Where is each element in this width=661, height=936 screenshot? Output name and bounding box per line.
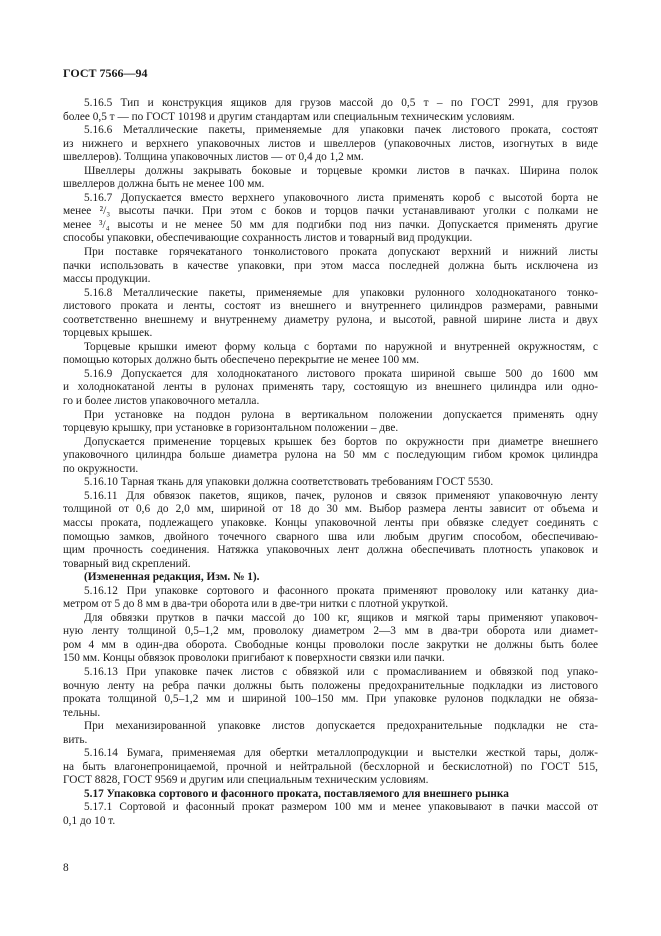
text-line: 0,1 до 10 т. xyxy=(63,814,116,827)
text-line: более 0,5 т — по ГОСТ 10198 и другим стандартам или специальным техническим условиям. xyxy=(63,110,515,123)
paragraph xyxy=(63,612,598,666)
text-line: вочную ленту на ребра пачки должны быть положены предохранительные подкладки из листового xyxy=(63,679,598,692)
text-line: Для обвязки прутков в пачки массой до 100 кг, ящиков и мягкой тары применяют упаковоч- xyxy=(84,611,598,624)
text-line: массы проката, подлежащего упаковке. Концы упаковочной ленты при обвязке следует соединять с xyxy=(63,516,598,529)
paragraph xyxy=(63,341,598,368)
text-line: торцевую крышку, при установке в горизонтальном положении – две. xyxy=(63,422,399,435)
text-line: швеллеров). Толщина упаковочных листов — от 0,4 до 1,2 мм. xyxy=(63,151,364,164)
text-line: торцевых крышек. xyxy=(63,327,153,340)
paragraph xyxy=(63,97,598,124)
text-line: способы упаковки, обеспечивающие сохранность листов и товарный вид продукции. xyxy=(63,232,473,245)
text-line: 5.16.12 При упаковке сортового и фасонного проката применяют проволоку или катанку диа- xyxy=(84,584,598,597)
text-line: Допускается применение торцевых крышек без бортов по окружности при диаметре внешнего xyxy=(84,435,598,448)
text-line: менее ³/₄ высоты и не менее 50 мм для подгибки под низ пачки. Допускается применять другие xyxy=(63,218,598,231)
text-line: 5.16.11 Для обвязок пакетов, ящиков, пачек, рулонов и связок применяют упаковочную ленту xyxy=(84,489,598,502)
paragraph xyxy=(63,585,598,612)
text-line: 5.16.14 Бумага, применяемая для обертки металлопродукции и выстелки жесткой тары, долж- xyxy=(84,747,598,760)
paragraph xyxy=(63,720,598,747)
text-line: соответственно внешнему и внутреннему диаметру рулона, и высотой, равной ширине листа и двух xyxy=(63,313,598,326)
paragraph xyxy=(63,192,598,246)
text-line: Швеллеры должны закрывать боковые и торцевые кромки листов в пачках. Ширина полок xyxy=(84,164,598,177)
text-line: по окружности. xyxy=(63,462,139,475)
text-line: ром 4 мм в один-два оборота. Свободные концы проволоки после закрутки не должны быть более xyxy=(63,638,598,651)
paragraph xyxy=(63,747,598,788)
text-line: При поставке горячекатаного тонколистового проката допускают верхний и нижний листы xyxy=(84,246,598,259)
text-line: 5.16.9 Допускается для холоднокатаного листового проката шириной свыше 500 до 1600 мм xyxy=(84,367,598,380)
text-line: тельны. xyxy=(63,706,101,719)
text-line: товарный вид скреплений. xyxy=(63,557,191,570)
paragraph xyxy=(63,165,598,192)
text-line: ГОСТ 8828, ГОСТ 9569 и другим или специальным техническим условиям. xyxy=(63,774,429,787)
paragraph xyxy=(63,409,598,436)
paragraph xyxy=(63,287,598,341)
section-heading xyxy=(63,788,598,802)
document-body xyxy=(63,97,598,829)
text-line: Торцевые крышки имеют форму кольца с бортами по наружной и внутренней окружностям, с xyxy=(84,340,598,353)
paragraph xyxy=(63,476,598,490)
section-heading xyxy=(63,571,598,585)
text-line: метром от 5 до 8 мм в два-три оборота или в две-три нитки с плотной укруткой. xyxy=(63,598,449,611)
paragraph xyxy=(63,246,598,287)
text-line: ную ленту толщиной 0,5–1,2 мм, проволоку диаметром 2—3 мм в два-три оборота или диамет- xyxy=(63,625,598,638)
text-line: 5.16.10 Тарная ткань для упаковки должна соответствовать требованиям ГОСТ 5530. xyxy=(84,476,494,489)
text-line: го и более листов упаковочного металла. xyxy=(63,395,260,408)
text-line: 5.16.7 Допускается вместо верхнего упаковочного листа применять короб с высотой борта не xyxy=(84,191,598,204)
text-line: проката толщиной 0,5–1,2 мм и шириной 100–150 мм. При упаковке рулонов подкладки не обяза- xyxy=(63,693,598,706)
paragraph xyxy=(63,490,598,571)
text-line: вить. xyxy=(63,733,88,746)
text-line: упаковочного цилиндра больше диаметра рулона на 50 мм с последующим гибом кромок цилиндра xyxy=(63,449,598,462)
text-line: на быть влагонепроницаемой, прочной и нейтральной (бесхлорной и бескислотной) по ГОСТ 515, xyxy=(63,760,598,773)
text-line: из нижнего и верхнего упаковочных листов и швеллеров (упаковочных листов, изогнутых в виде xyxy=(63,137,598,150)
paragraph xyxy=(63,368,598,409)
paragraph xyxy=(63,436,598,477)
text-line: При установке на поддон рулона в вертикальном положении допускается применять одну xyxy=(84,408,598,421)
text-line: менее ²/₃ высоты пачки. При этом с боков и торцов пачки устанавливают уголки с полками не xyxy=(63,205,598,218)
text-line: При механизированной упаковке листов допускается предохранительные подкладки не ста- xyxy=(84,720,598,733)
text-line: щим прочность соединения. Натяжка упаковочных лент должна обеспечивать плотность упаковок и xyxy=(63,544,598,557)
text-line: массы продукции. xyxy=(63,273,151,286)
document-header: ГОСТ 7566—94 xyxy=(63,66,148,80)
text-line: пачки использовать в качестве упаковки, при этом масса последней должна быть исключена из xyxy=(63,259,598,272)
text-line: листового проката и ленты, состоят из внешнего и внутреннего цилиндров размерами, равными xyxy=(63,300,598,313)
text-line: толщиной от 0,6 до 2,0 мм, шириной от 18 до 30 мм. Выбор размера ленты зависит от объема и xyxy=(63,503,598,516)
text-line: 5.17.1 Сортовой и фасонный прокат размером 100 мм и менее упаковывают в пачки массой от xyxy=(84,801,598,814)
text-line: 150 мм. Концы обвязок проволоки пригибают к поверхности связки или пачки. xyxy=(63,652,445,665)
text-line: швеллеров должна быть не менее 100 мм. xyxy=(63,178,265,191)
text-line: 5.17 Упаковка сортового и фасонного проката, поставляемого для внешнего рынка xyxy=(84,787,509,800)
text-line: (Измененная редакция, Изм. № 1). xyxy=(84,571,260,584)
text-line: 5.16.5 Тип и конструкция ящиков для грузов массой до 0,5 т – по ГОСТ 2991, для грузов xyxy=(84,97,598,109)
text-line: 5.16.6 Металлические пакеты, применяемые для упаковки пачек листового проката, состоят xyxy=(84,124,598,137)
paragraph xyxy=(63,801,598,828)
page-number: 8 xyxy=(63,862,69,874)
paragraph xyxy=(63,124,598,165)
text-line: 5.16.8 Металлические пакеты, применяемые для упаковки рулонного холоднокатаного тонко- xyxy=(84,286,598,299)
paragraph xyxy=(63,666,598,720)
text-line: 5.16.13 При упаковке пачек листов с обвязкой или с промасливанием и обвязкой под упако- xyxy=(84,665,598,678)
text-line: помощью которых должно быть обеспечено перекрытие не менее 100 мм. xyxy=(63,354,420,367)
text-line: и холоднокатаной ленты в рулонах применять тару, состоящую из внешнего цилиндра или одно- xyxy=(63,381,598,394)
text-line: помощью замков, двойного точечного сварного шва или любым другим способом, обеспечиваю- xyxy=(63,530,598,543)
